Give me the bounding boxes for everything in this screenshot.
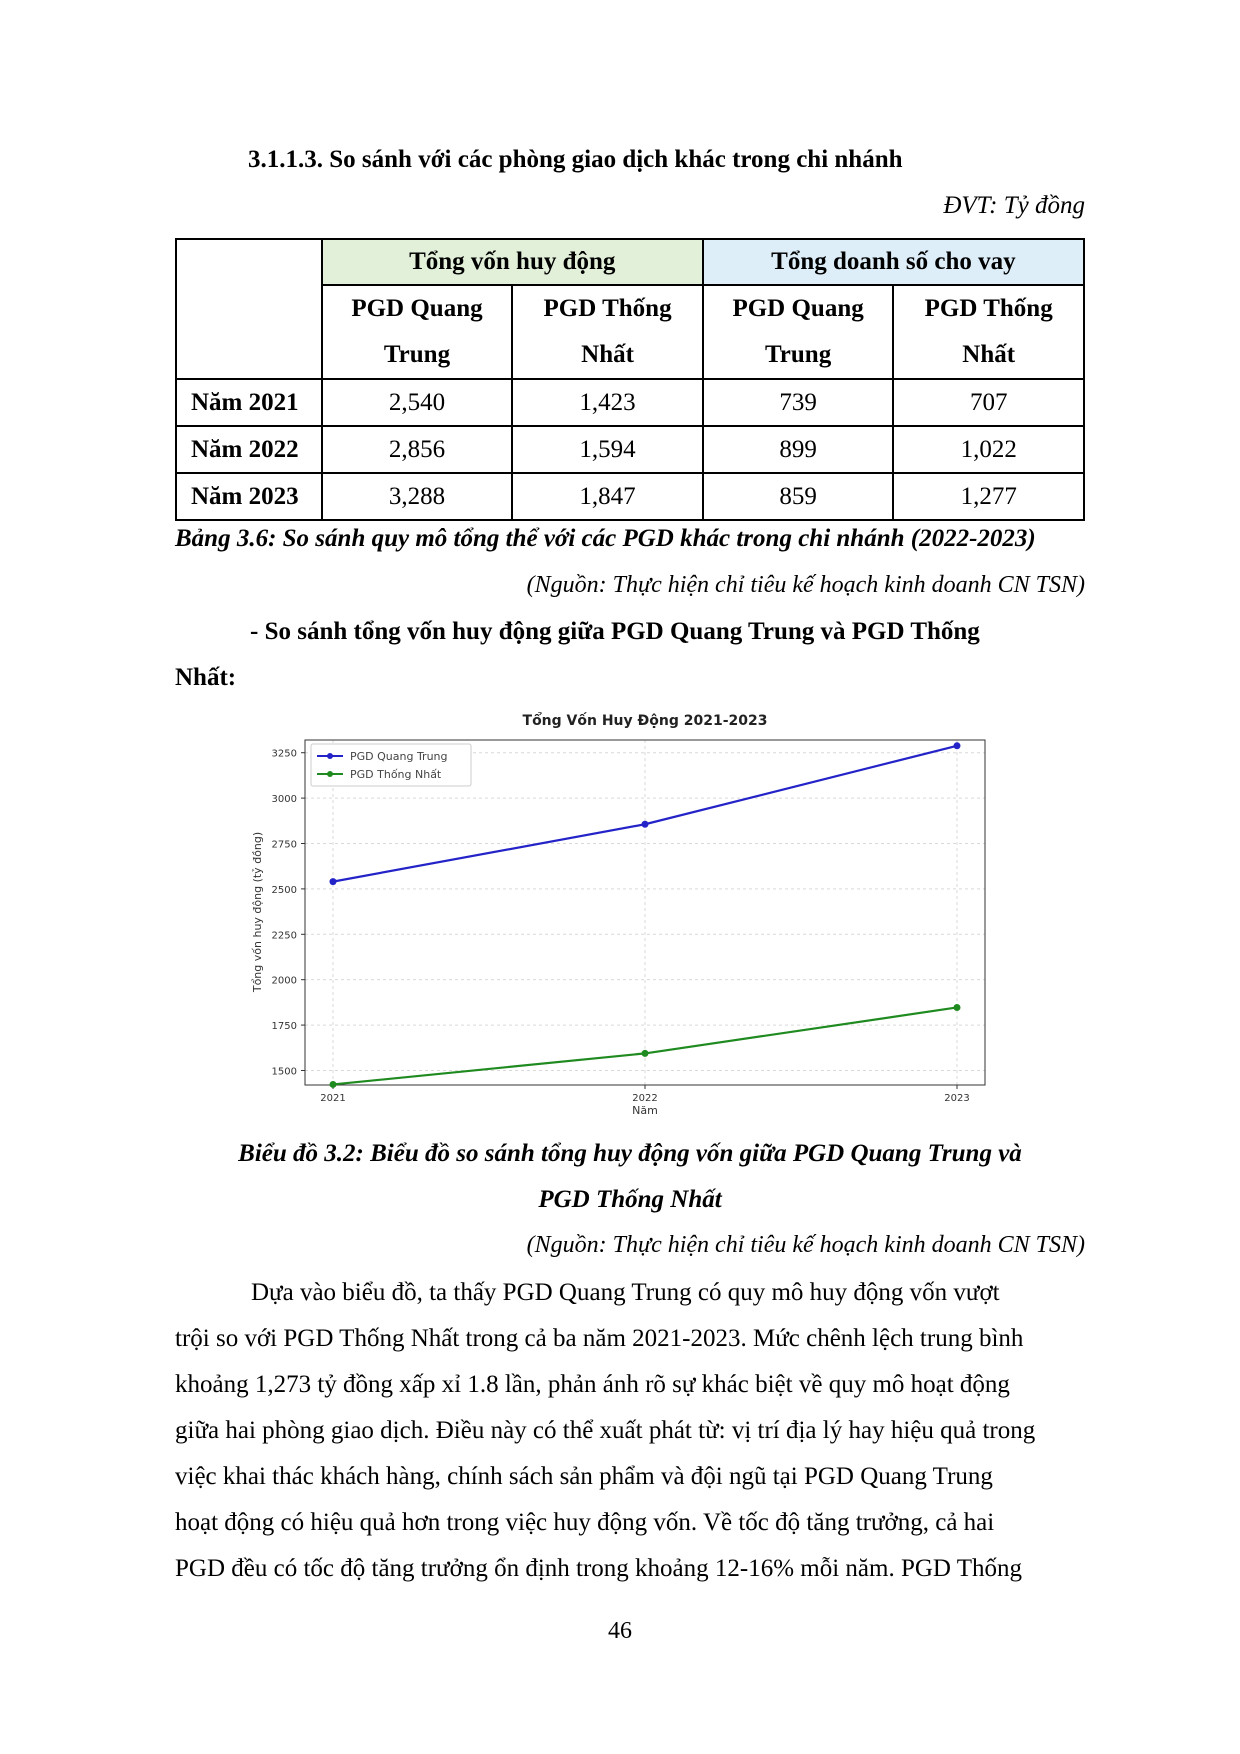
subheader-line: Trung xyxy=(764,341,832,368)
subheader-line: PGD Quang xyxy=(351,295,483,322)
table-corner-cell xyxy=(176,239,322,379)
subheader-line: Nhất xyxy=(962,341,1016,368)
data-point xyxy=(330,1081,337,1088)
table-cell: 3,288 xyxy=(322,473,513,520)
data-point xyxy=(954,1004,961,1011)
y-tick-label: 1750 xyxy=(271,1021,297,1033)
chart-title: Tổng Vốn Huy Động 2021-2023 xyxy=(522,713,768,729)
y-tick-label: 3250 xyxy=(271,748,297,760)
subheader-cell xyxy=(322,285,513,379)
chart-caption-line-2: PGD Thống Nhất xyxy=(538,1186,722,1213)
table-row xyxy=(176,379,1084,426)
table-row xyxy=(176,473,1084,520)
table-cell: 2,540 xyxy=(322,379,513,426)
subheader-cell xyxy=(703,285,894,379)
page-number: 46 xyxy=(608,1618,632,1644)
subheader-line: PGD Quang xyxy=(732,295,864,322)
data-point xyxy=(330,878,337,885)
paragraph-line: giữa hai phòng giao dịch. Điều này có thể xuất phát từ: vị trí địa lý hay hiệu quả trong xyxy=(175,1417,1036,1444)
body-paragraph xyxy=(175,1270,1085,1592)
section-heading: 3.1.1.3. So sánh với các phòng giao dịch khác trong chi nhánh xyxy=(248,146,903,173)
subheader-cell xyxy=(893,285,1084,379)
chart-grid xyxy=(305,740,985,1085)
chart-legend xyxy=(311,744,471,786)
table-group-header-row xyxy=(176,239,1084,285)
y-tick-label: 2500 xyxy=(271,884,297,896)
paragraph-line: PGD đều có tốc độ tăng trưởng ổn định trong khoảng 12-16% mỗi năm. PGD Thống xyxy=(175,1555,1023,1582)
paragraph-line: trội so với PGD Thống Nhất trong cả ba năm 2021-2023. Mức chênh lệch trung bình xyxy=(175,1325,1024,1352)
subheader-cell xyxy=(512,285,703,379)
header-total-capital: Tổng vốn huy động xyxy=(322,239,703,285)
y-tick-label: 2250 xyxy=(271,930,297,942)
unit-note: ĐVT: Tỷ đồng xyxy=(943,192,1085,219)
table-cell: 859 xyxy=(703,473,894,520)
y-axis-label: Tổng vốn huy động (tỷ đồng) xyxy=(251,831,264,993)
row-label: Năm 2021 xyxy=(176,379,322,426)
x-tick-label: 2021 xyxy=(320,1093,346,1104)
table-cell: 1,277 xyxy=(893,473,1084,520)
paragraph-line: Dựa vào biểu đồ, ta thấy PGD Quang Trung có quy mô huy động vốn vượt xyxy=(251,1279,1000,1306)
table-cell: 1,594 xyxy=(512,426,703,473)
line-chart xyxy=(240,700,1000,1120)
subheader-line: PGD Thống xyxy=(543,295,672,322)
data-point xyxy=(642,1050,649,1057)
y-axis xyxy=(272,749,305,1078)
subheader-line: Nhất xyxy=(581,341,634,368)
table-source: (Nguồn: Thực hiện chỉ tiêu kế hoạch kinh doanh CN TSN) xyxy=(526,572,1085,598)
table-cell: 2,856 xyxy=(322,426,513,473)
paragraph-line: khoảng 1,273 tỷ đồng xấp xỉ 1.8 lần, phản ánh rõ sự khác biệt về quy mô hoạt động xyxy=(175,1371,1010,1398)
paragraph-line: việc khai thác khách hàng, chính sách sản phẩm và đội ngũ tại PGD Quang Trung xyxy=(175,1463,993,1490)
table-cell: 1,423 xyxy=(512,379,703,426)
paragraph-line: hoạt động có hiệu quả hơn trong việc huy động vốn. Về tốc độ tăng trưởng, cả hai xyxy=(175,1509,995,1536)
y-tick-label: 2750 xyxy=(271,839,297,851)
table-cell: 707 xyxy=(893,379,1084,426)
header-total-loans: Tổng doanh số cho vay xyxy=(703,239,1084,285)
row-label: Năm 2023 xyxy=(176,473,322,520)
x-tick-label: 2022 xyxy=(632,1093,658,1104)
legend-marker-quang-trung xyxy=(327,753,333,759)
legend-label-quang-trung: PGD Quang Trung xyxy=(350,750,448,763)
y-tick-label: 1500 xyxy=(271,1066,297,1078)
table-caption: Bảng 3.6: So sánh quy mô tổng thể với các PGD khác trong chi nhánh (2022-2023) xyxy=(175,525,1036,552)
table-cell: 739 xyxy=(703,379,894,426)
data-point xyxy=(954,742,961,749)
table-cell: 1,022 xyxy=(893,426,1084,473)
x-axis xyxy=(320,1085,969,1104)
subheader-line: Trung xyxy=(383,341,451,368)
legend-marker-thong-nhat xyxy=(327,771,333,777)
legend-label-thong-nhat: PGD Thống Nhất xyxy=(350,768,442,781)
chart-caption-line-1: Biểu đồ 3.2: Biểu đồ so sánh tổng huy động vốn giữa PGD Quang Trung và xyxy=(238,1140,1022,1167)
y-tick-label: 3000 xyxy=(271,794,297,806)
x-tick-label: 2023 xyxy=(944,1093,970,1104)
chart-source: (Nguồn: Thực hiện chỉ tiêu kế hoạch kinh doanh CN TSN) xyxy=(526,1232,1085,1258)
row-label: Năm 2022 xyxy=(176,426,322,473)
data-point xyxy=(642,821,649,828)
table-row xyxy=(176,426,1084,473)
comparison-table xyxy=(175,238,1085,521)
bullet-line-1: - So sánh tổng vốn huy động giữa PGD Quang Trung và PGD Thống xyxy=(250,618,980,645)
table-cell: 899 xyxy=(703,426,894,473)
plot-frame xyxy=(305,740,985,1085)
bullet-line-2: Nhất: xyxy=(175,664,237,691)
subheader-line: PGD Thống xyxy=(924,295,1053,322)
table-cell: 1,847 xyxy=(512,473,703,520)
x-axis-label: Năm xyxy=(632,1104,658,1117)
y-tick-label: 2000 xyxy=(271,975,297,987)
